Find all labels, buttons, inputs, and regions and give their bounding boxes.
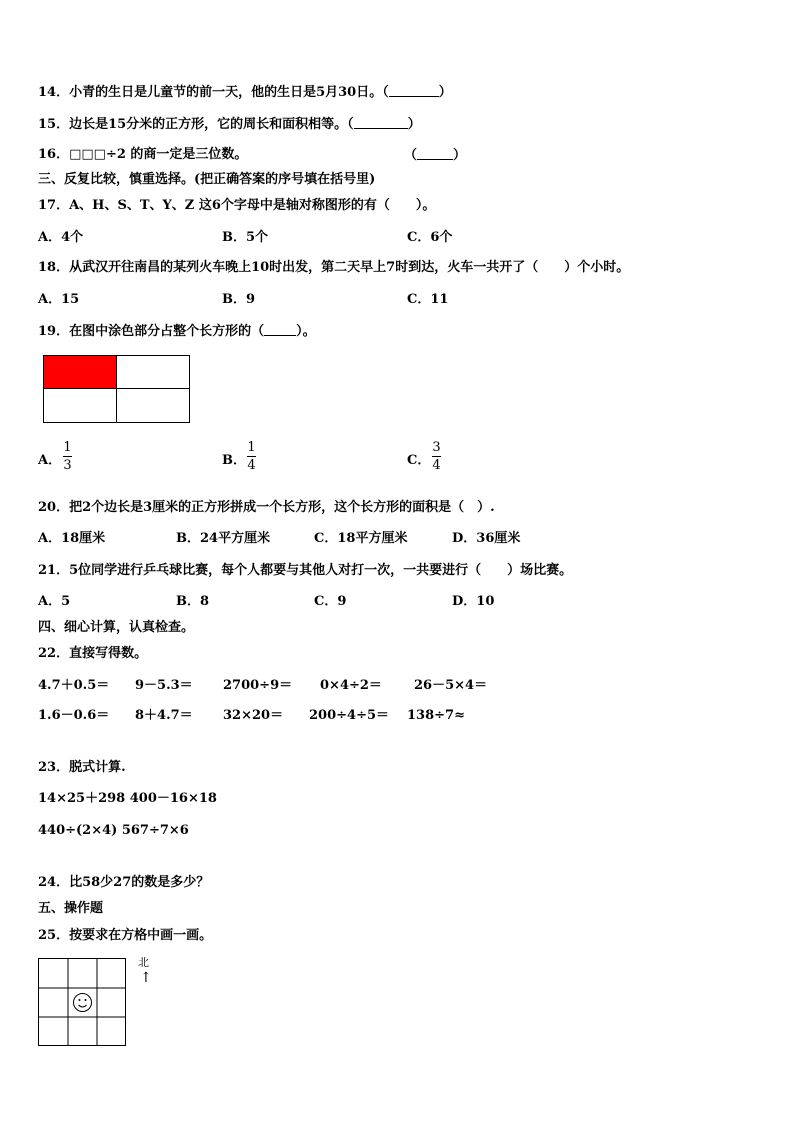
question-23: 23．脱式计算. (38, 760, 126, 775)
option-c[interactable]: C．11 (407, 292, 449, 307)
calc-item: 0×4÷2＝ (320, 678, 382, 693)
option-b[interactable]: B．8 (176, 594, 210, 609)
option-c[interactable]: C．6个 (407, 230, 453, 245)
question-24: 24．比58少27的数是多少？ (38, 875, 210, 890)
question-25: 25．按要求在方格中画一画。 (38, 928, 213, 943)
option-a[interactable]: A．5 (38, 594, 71, 609)
question-14: 14．小青的生日是儿童节的前一天，他的生日是5月30日。（ ） (38, 85, 452, 100)
calc-item: 2700÷9＝ (223, 678, 293, 693)
square-grid[interactable] (38, 958, 126, 1046)
fraction-three-fourths[interactable]: 3 4 (432, 440, 441, 473)
calc-item: 4.7＋0.5＝ (38, 678, 110, 693)
question-16-answer: （ ） (404, 148, 467, 163)
option-d[interactable]: D．10 (452, 594, 495, 609)
option-c-label[interactable]: C． (407, 453, 431, 468)
calc-item: 200÷4÷5＝ (309, 708, 390, 723)
expression-line-2: 440÷(2×4) 567÷7×6 (38, 823, 189, 838)
option-a[interactable]: A．18厘米 (38, 531, 106, 546)
smiley-face-icon (74, 994, 92, 1012)
fraction-one-fourth[interactable]: 1 4 (247, 440, 256, 473)
north-label: 北 (138, 956, 149, 969)
section-3-heading: 三、反复比较，慎重选择。(把正确答案的序号填在括号里) (38, 172, 376, 187)
rect-cell (117, 356, 190, 389)
shaded-cell (44, 356, 117, 389)
question-15: 15．边长是15分米的正方形，它的周长和面积相等。（ ） (38, 117, 421, 132)
section-4-heading: 四、细心计算，认真检查。 (38, 620, 195, 635)
question-16: 16．□□□÷2 的商一定是三位数。 (38, 147, 248, 162)
answer-blank[interactable] (417, 147, 453, 160)
calc-item: 32×20＝ (223, 708, 284, 723)
option-c[interactable]: C．18平方厘米 (314, 531, 408, 546)
fraction-one-third[interactable]: 1 3 (63, 440, 72, 473)
north-arrow-icon: ↑ (140, 970, 152, 986)
question-22: 22．直接写得数。 (38, 646, 148, 661)
question-17: 17．A、H、S、T、Y、Z 这6个字母中是轴对称图形的有（ ）。 (38, 198, 436, 213)
question-21: 21．5位同学进行乒乓球比赛，每个人都要与其他人对打一次，一共要进行（ ）场比赛。 (38, 563, 573, 578)
calc-item: 8＋4.7＝ (135, 708, 193, 723)
option-b[interactable]: B．9 (222, 292, 256, 307)
rect-cell (44, 389, 117, 422)
answer-blank[interactable] (354, 116, 408, 129)
calc-item: 26－5×4＝ (414, 678, 488, 693)
question-20: 20．把2个边长是3厘米的正方形拼成一个长方形，这个长方形的面积是（ ）. (38, 500, 495, 515)
calc-item: 9－5.3＝ (135, 678, 193, 693)
calc-item: 138÷7≈ (407, 708, 465, 723)
answer-blank[interactable] (264, 323, 296, 336)
question-18: 18．从武汉开往南昌的某列火车晚上10时出发，第二天早上7时到达，火车一共开了（ ）个小时。 (38, 260, 630, 275)
calc-item: 1.6－0.6＝ (38, 708, 110, 723)
option-c[interactable]: C．9 (314, 594, 347, 609)
question-19: 19．在图中涂色部分占整个长方形的（ ）。 (38, 324, 316, 339)
option-b[interactable]: B．5个 (222, 230, 269, 245)
rect-cell (117, 389, 190, 422)
option-b[interactable]: B．24平方厘米 (176, 531, 271, 546)
option-a[interactable]: A．4个 (38, 230, 84, 245)
option-a-label[interactable]: A． (38, 453, 62, 468)
rectangle-figure (43, 355, 190, 423)
section-5-heading: 五、操作题 (38, 901, 104, 916)
option-a[interactable]: A．15 (38, 292, 80, 307)
option-d[interactable]: D．36厘米 (452, 531, 521, 546)
answer-blank[interactable] (389, 84, 439, 97)
option-b-label[interactable]: B． (222, 453, 246, 468)
expression-line-1: 14×25＋298 400－16×18 (38, 791, 217, 806)
